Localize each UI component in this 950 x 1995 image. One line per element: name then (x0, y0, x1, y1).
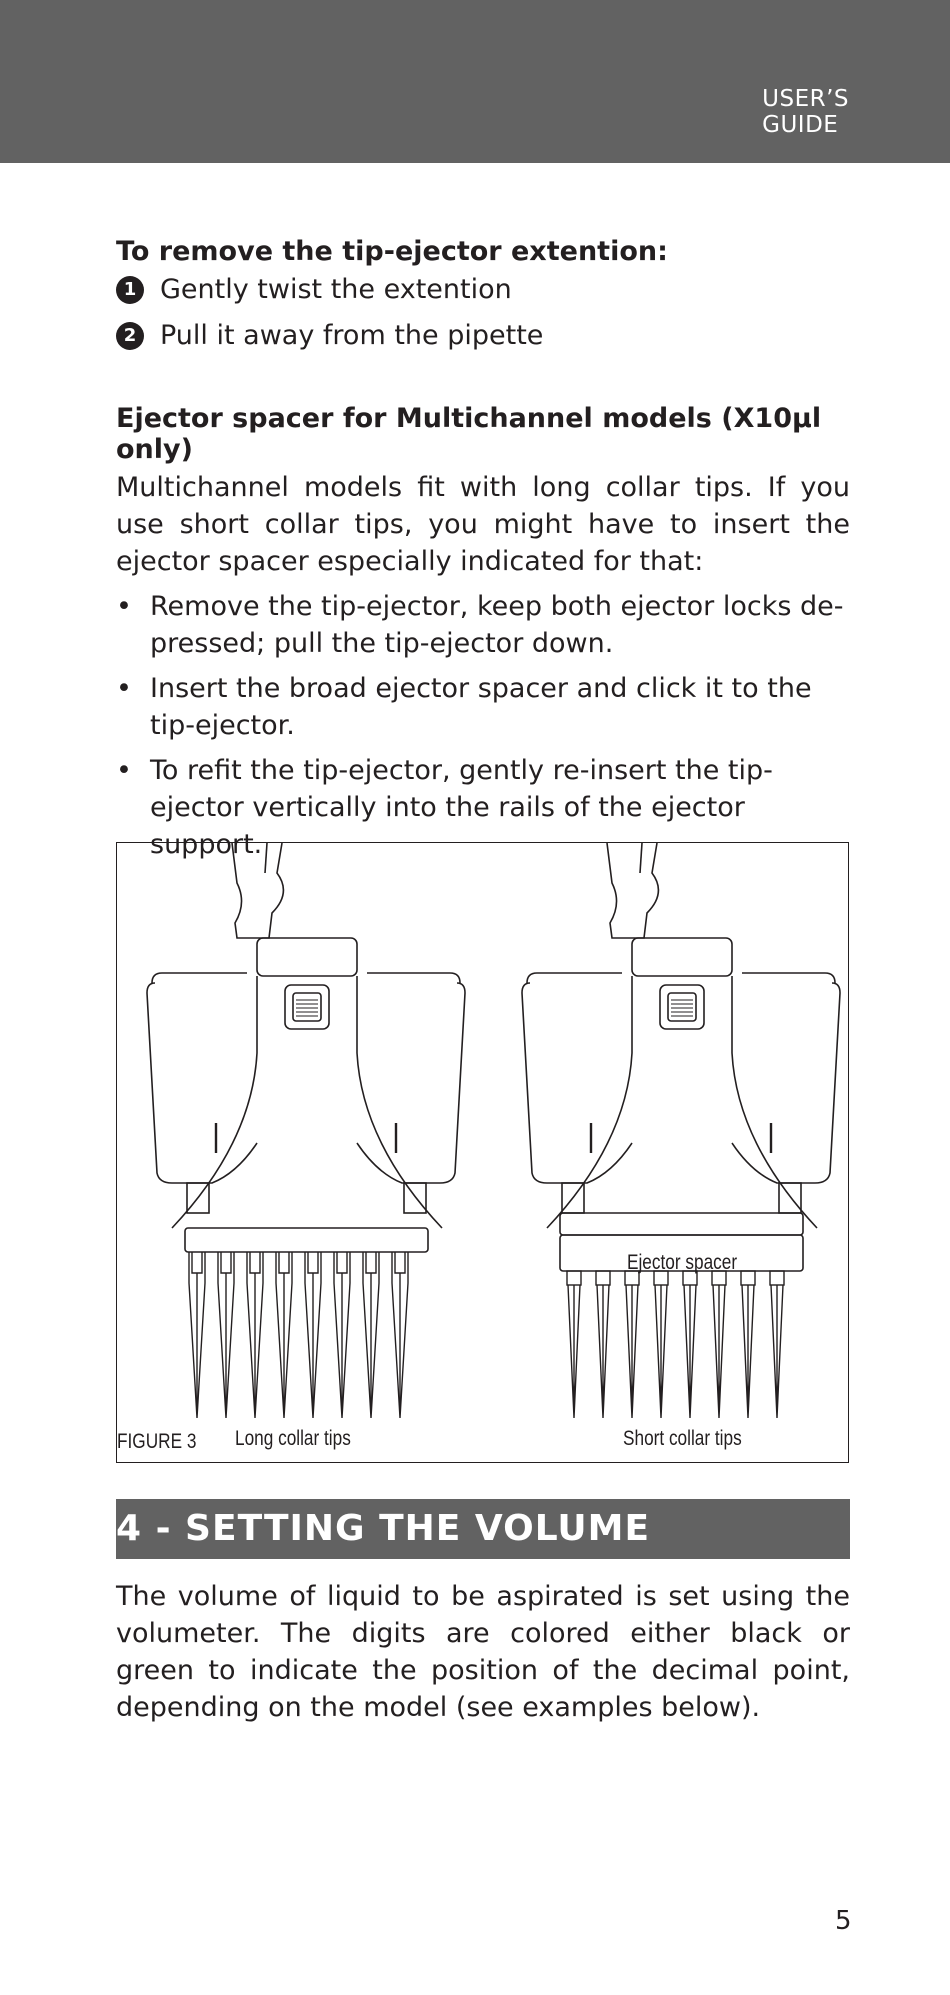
spacer-intro: Multichannel models fit with long collar tips. If you use short collar tips, you might have to insert the ejector spacer especially indicated for that: (116, 472, 850, 577)
spacer-heading: Ejector spacer for Multichannel models (X10µl only) (116, 403, 822, 465)
left-pipette-drawing (147, 843, 465, 1418)
header-label-line2: GUIDE (762, 112, 839, 138)
header-label-line1: USER’S (762, 86, 849, 112)
ejector-spacer-label: Ejector spacer (627, 1251, 738, 1274)
page-header (0, 0, 950, 163)
figure-number-label: FIGURE 3 (117, 1430, 197, 1453)
step-number-1: 1 (116, 276, 144, 304)
bullet-item-1: • Remove the tip-ejector, keep both ejector locks de-pressed; pull the tip-ejector down. (116, 588, 850, 662)
spacer-bullet-list (116, 588, 850, 871)
figure-3 (116, 842, 849, 1463)
step-number-2: 2 (116, 322, 144, 350)
remove-step-2 (116, 320, 543, 351)
bullet-item-2: • Insert the broad ejector spacer and click it to the tip-ejector. (116, 670, 850, 744)
step-text-1: Gently twist the extention (160, 274, 512, 305)
step-text-2: Pull it away from the pipette (160, 320, 544, 351)
page-number: 5 (835, 1906, 852, 1936)
right-caption: Short collar tips (623, 1427, 742, 1450)
header-label (762, 86, 849, 138)
bullet-item-3: • To refit the tip-ejector, gently re-insert the tip-ejector vertically into the rails of the ejector support. (116, 752, 850, 863)
remove-step-1 (116, 274, 512, 305)
section-title: 4 - SETTING THE VOLUME (116, 1508, 651, 1549)
pipette-illustration (117, 843, 847, 1461)
right-pipette-drawing (522, 843, 840, 1418)
remove-heading: To remove the tip-ejector extention: (116, 236, 668, 267)
section-header-bar (116, 1499, 850, 1559)
left-caption: Long collar tips (235, 1427, 351, 1450)
section-body: The volume of liquid to be aspirated is set using the volumeter. The digits are colored either black or green to indicate the position of the decimal point, depending on the model (see examples below). (116, 1581, 850, 1723)
